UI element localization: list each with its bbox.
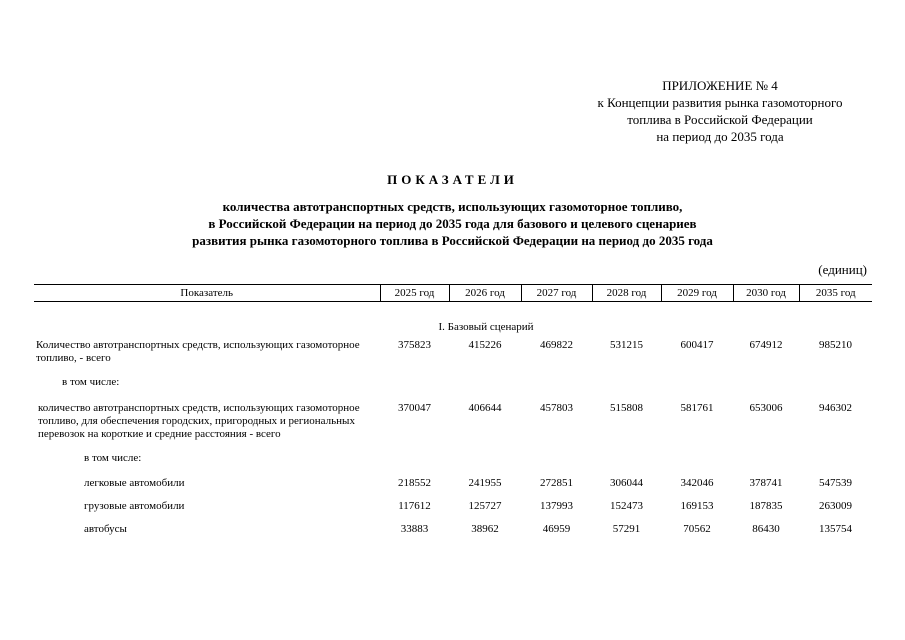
table-header-row bbox=[34, 285, 872, 302]
indicators-table bbox=[34, 284, 872, 539]
table-cell: 415226 bbox=[468, 339, 502, 351]
column-header: Показатель bbox=[34, 285, 380, 302]
row-label: Количество автотранспортных средств, использующих газомоторное топливо, - всего bbox=[36, 339, 360, 364]
table-cell: 241955 bbox=[468, 477, 502, 489]
appendix-number: ПРИЛОЖЕНИЕ № 4 bbox=[662, 78, 778, 93]
table-row bbox=[34, 339, 872, 368]
row-label: грузовые автомобили bbox=[84, 500, 185, 512]
table-cell: 272851 bbox=[540, 477, 573, 489]
table-row bbox=[34, 392, 872, 444]
appendix-block bbox=[560, 77, 880, 145]
table-cell: 342046 bbox=[680, 477, 714, 489]
table-cell: 547539 bbox=[819, 477, 852, 489]
table-cell: 653006 bbox=[749, 402, 783, 414]
table-cell: 581761 bbox=[680, 402, 714, 414]
table-cell: 946302 bbox=[819, 402, 852, 414]
column-header: 2035 год bbox=[799, 285, 872, 302]
table-cell: 70562 bbox=[683, 523, 711, 535]
units-label: (единиц) bbox=[818, 262, 867, 277]
table-cell: 378741 bbox=[749, 477, 783, 489]
row-label: легковые автомобили bbox=[84, 477, 185, 489]
table-cell: 152473 bbox=[610, 500, 643, 512]
table-cell: 135754 bbox=[819, 523, 852, 535]
table-row bbox=[34, 444, 872, 468]
table-cell: 674912 bbox=[749, 339, 783, 351]
table-cell: 406644 bbox=[468, 402, 502, 414]
table-cell: 38962 bbox=[471, 523, 499, 535]
table-cell: 33883 bbox=[400, 523, 429, 535]
table-cell: 169153 bbox=[680, 500, 714, 512]
scenario-row bbox=[34, 302, 872, 340]
row-label: в том числе: bbox=[84, 452, 142, 464]
table-row bbox=[34, 493, 872, 516]
column-header: 2026 год bbox=[449, 285, 521, 302]
column-header: 2028 год bbox=[592, 285, 661, 302]
table-cell: 86430 bbox=[752, 523, 780, 535]
subtitle-line-3: развития рынка газомоторного топлива в Российской Федерации на период до 2035 года bbox=[192, 233, 713, 248]
scenario-label: I. Базовый сценарий bbox=[438, 321, 534, 333]
table-cell: 457803 bbox=[540, 402, 573, 414]
appendix-reference: к Концепции развития рынка газомоторного bbox=[597, 95, 843, 110]
table-row bbox=[34, 468, 872, 493]
table-cell: 218552 bbox=[398, 477, 431, 489]
table-row bbox=[34, 516, 872, 539]
table-cell: 306044 bbox=[610, 477, 643, 489]
column-header: 2027 год bbox=[521, 285, 592, 302]
appendix-reference-2: топлива в Российской Федерации bbox=[627, 112, 813, 127]
table-cell: 375823 bbox=[398, 339, 431, 351]
table-cell: 515808 bbox=[610, 402, 643, 414]
table-cell: 263009 bbox=[819, 500, 852, 512]
row-label: количество автотранспортных средств, использующих газомоторное топливо, для обеспечения городских, пригородных и региональных перевозок на короткие и средние расстояния - всего bbox=[38, 402, 360, 440]
table-cell: 187835 bbox=[749, 500, 783, 512]
row-label: автобусы bbox=[84, 523, 127, 535]
table-cell: 985210 bbox=[819, 339, 852, 351]
column-header: 2029 год bbox=[661, 285, 733, 302]
table-cell: 531215 bbox=[610, 339, 643, 351]
document-heading: ПОКАЗАТЕЛИ bbox=[387, 172, 518, 187]
subtitle-line-2: в Российской Федерации на период до 2035 года для базового и целевого сценариев bbox=[208, 216, 697, 231]
column-header: 2030 год bbox=[733, 285, 799, 302]
document-subtitle bbox=[0, 198, 905, 249]
table-cell: 57291 bbox=[612, 523, 641, 535]
table-cell: 117612 bbox=[398, 500, 431, 512]
table-cell: 137993 bbox=[540, 500, 573, 512]
appendix-period: на период до 2035 года bbox=[656, 129, 784, 144]
table-cell: 600417 bbox=[680, 339, 714, 351]
column-header: 2025 год bbox=[380, 285, 449, 302]
table-cell: 370047 bbox=[398, 402, 431, 414]
subtitle-line-1: количества автотранспортных средств, использующих газомоторное топливо, bbox=[222, 199, 683, 214]
table-row bbox=[34, 368, 872, 392]
table-cell: 46959 bbox=[542, 523, 571, 535]
table-cell: 125727 bbox=[468, 500, 502, 512]
row-label: в том числе: bbox=[62, 376, 120, 388]
table-cell: 469822 bbox=[540, 339, 573, 351]
